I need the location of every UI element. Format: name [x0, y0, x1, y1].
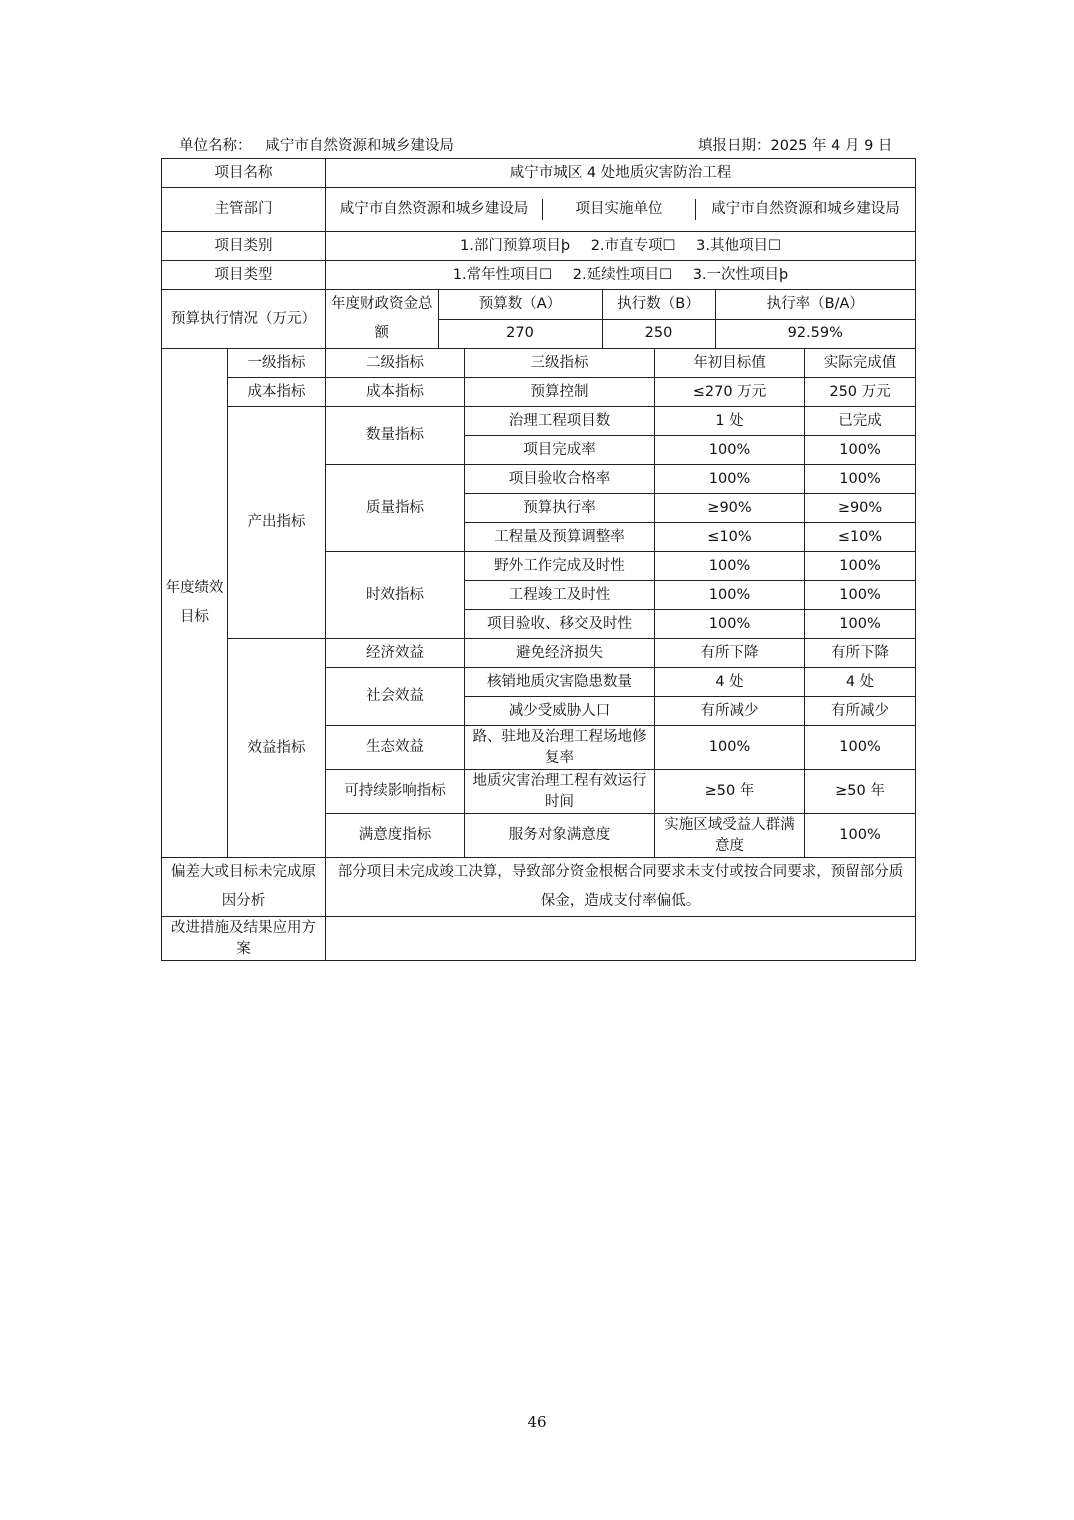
indicator-actual: 4 处	[805, 668, 916, 697]
date-header	[698, 134, 892, 155]
category-option-1: 1.部门预算项目þ	[460, 237, 571, 254]
category-option-2: 2.市直专项☐	[590, 237, 676, 254]
indicator-target: 100%	[655, 436, 805, 465]
indicator-target: 100%	[655, 465, 805, 494]
report-date: 2025 年 4 月 9 日	[770, 138, 893, 154]
indicator-actual: 已完成	[805, 407, 916, 436]
improvement-text	[326, 917, 916, 961]
indicator-target: ≥90%	[655, 494, 805, 523]
indicator-actual: ≥90%	[805, 494, 916, 523]
quantity-label: 数量指标	[326, 407, 465, 465]
timeliness-label: 时效指标	[326, 552, 465, 639]
cost-actual: 250 万元	[805, 378, 916, 407]
social-label: 社会效益	[326, 668, 465, 726]
indicator-target: ≥50 年	[655, 770, 805, 814]
indicator-actual: 100%	[805, 610, 916, 639]
performance-table	[161, 158, 916, 961]
indicator-name: 项目完成率	[465, 436, 655, 465]
unit-header	[179, 134, 454, 155]
indicator-actual: 100%	[805, 726, 916, 770]
header-target: 年初目标值	[655, 349, 805, 378]
unit-label: 单位名称：	[179, 138, 252, 154]
project-name: 咸宁市城区 4 处地质灾害防治工程	[326, 159, 916, 188]
sustainable-label: 可持续影响指标	[326, 770, 465, 814]
dept-value: 咸宁市自然资源和城乡建设局	[326, 199, 543, 220]
fiscal-total-label: 年度财政资金总额	[326, 290, 438, 348]
indicator-target: 4 处	[655, 668, 805, 697]
indicator-actual: 有所下降	[805, 639, 916, 668]
deviation-text: 部分项目未完成竣工决算，导致部分资金根椐合同要求未支付或按合同要求，预留部分质保金，造成支付率偏低。	[326, 858, 916, 917]
project-name-label: 项目名称	[162, 159, 326, 188]
indicator-name: 实施区域受益人群满意度	[655, 814, 805, 858]
date-label: 填报日期：	[698, 138, 771, 154]
page-number: 46	[527, 1413, 547, 1431]
indicator-name: 核销地质灾害隐患数量	[465, 668, 655, 697]
type-label: 项目类型	[162, 261, 326, 290]
exec-b-value: 250	[602, 319, 715, 348]
satisfaction-label: 服务对象满意度	[465, 814, 655, 858]
indicator-target: 100%	[805, 814, 916, 858]
cost-level1: 成本指标	[228, 378, 326, 407]
cost-level2: 成本指标	[326, 378, 465, 407]
indicator-actual: 100%	[805, 436, 916, 465]
impl-label: 项目实施单位	[543, 199, 696, 220]
budget-grid	[326, 290, 915, 348]
indicator-name: 工程量及预算调整率	[465, 523, 655, 552]
ecological-label: 生态效益	[326, 726, 465, 770]
indicator-target: 1 处	[655, 407, 805, 436]
budget-label: 预算执行情况（万元）	[162, 290, 326, 349]
type-options	[326, 261, 916, 290]
cost-target: ≤270 万元	[655, 378, 805, 407]
indicator-name: 野外工作完成及时性	[465, 552, 655, 581]
satisfaction-level1: 满意度指标	[326, 814, 465, 858]
quality-label: 质量指标	[326, 465, 465, 552]
type-option-3: 3.一次性项目þ	[692, 266, 789, 283]
category-options	[326, 232, 916, 261]
annual-goals-label: 年度绩效目标	[162, 349, 228, 858]
header-level3: 三级指标	[465, 349, 655, 378]
exec-b-label: 执行数（B）	[602, 290, 715, 319]
header-level2: 二级指标	[326, 349, 465, 378]
indicator-target: 100%	[655, 552, 805, 581]
indicator-name: 地质灾害治理工程有效运行时间	[465, 770, 655, 814]
rate-label: 执行率（B/A）	[715, 290, 915, 319]
indicator-target: 100%	[655, 610, 805, 639]
indicator-name: 路、驻地及治理工程场地修复率	[465, 726, 655, 770]
budget-a-label: 预算数（A）	[438, 290, 602, 319]
indicator-target: 有所下降	[655, 639, 805, 668]
header-level1: 一级指标	[228, 349, 326, 378]
benefit-label: 效益指标	[228, 639, 326, 858]
output-label: 产出指标	[228, 407, 326, 639]
indicator-target: 100%	[655, 581, 805, 610]
indicator-actual: 100%	[805, 581, 916, 610]
type-option-1: 1.常年性项目☐	[452, 266, 553, 283]
deviation-label: 偏差大或目标未完成原因分析	[162, 858, 326, 917]
indicator-name: 治理工程项目数	[465, 407, 655, 436]
indicator-actual: 100%	[805, 552, 916, 581]
indicator-actual: 100%	[805, 465, 916, 494]
dept-label: 主管部门	[162, 188, 326, 232]
indicator-target: 有所减少	[655, 697, 805, 726]
economic-label: 经济效益	[326, 639, 465, 668]
rate-value: 92.59%	[787, 325, 843, 342]
indicator-target: ≤10%	[655, 523, 805, 552]
indicator-name: 减少受威胁人口	[465, 697, 655, 726]
category-option-3: 3.其他项目☐	[696, 237, 781, 254]
indicator-name: 项目验收合格率	[465, 465, 655, 494]
indicator-name: 避免经济损失	[465, 639, 655, 668]
category-label: 项目类别	[162, 232, 326, 261]
indicator-target: 100%	[655, 726, 805, 770]
cost-level3: 预算控制	[465, 378, 655, 407]
type-option-2: 2.延续性项目☐	[572, 266, 673, 283]
budget-a-value: 270	[438, 319, 602, 348]
improvement-label: 改进措施及结果应用方案	[162, 917, 326, 961]
indicator-actual: 有所减少	[805, 697, 916, 726]
impl-value: 咸宁市自然资源和城乡建设局	[711, 201, 900, 217]
indicator-actual: ≤10%	[805, 523, 916, 552]
indicator-actual: ≥50 年	[805, 770, 916, 814]
indicator-name: 项目验收、移交及时性	[465, 610, 655, 639]
header-actual: 实际完成值	[805, 349, 916, 378]
indicator-name: 预算执行率	[465, 494, 655, 523]
unit-name: 咸宁市自然资源和城乡建设局	[265, 138, 454, 154]
indicator-name: 工程竣工及时性	[465, 581, 655, 610]
